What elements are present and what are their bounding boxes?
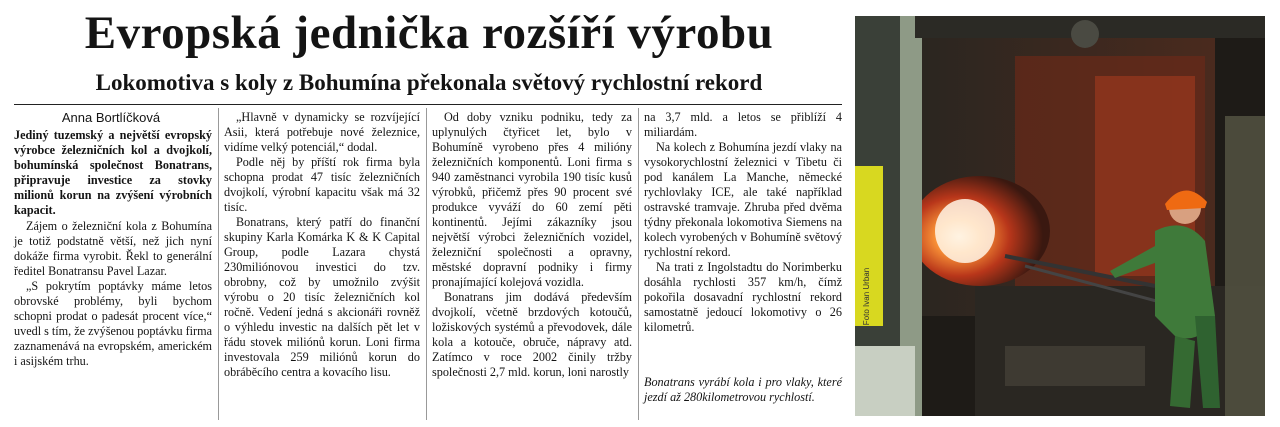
column-divider xyxy=(218,108,219,420)
column-divider xyxy=(638,108,639,420)
factory-photo xyxy=(855,16,1265,416)
article-column-3 xyxy=(432,110,632,380)
article-column-2 xyxy=(224,110,420,380)
headline: Evropská jednička rozšíří výrobu xyxy=(84,7,774,59)
body-paragraph: Bonatrans, který patří do finanční skupiny Karla Komárka K & K Capital Group, podle Lazara chystá 230miliónovou investici do tzv. obrobny, což by umožnilo zvýšit výrobu o 20 tisíc železničních kol ročně. Vedení jedná s akcionáři rovněž o výhledu investic na dalších pět let v řádu stovek miliónů korun. Loni firma investovala 259 miliónů korun do obráběcího centra a kovacího lisu. xyxy=(224,215,420,379)
body-paragraph: na 3,7 mld. a letos se přiblíží 4 miliardám. xyxy=(644,110,842,139)
body-paragraph: Na kolech z Bohumína jezdí vlaky na vysokorychlostní železnici v Tibetu či pod kanálem La Manche, německé rychlovlaky ICE, ale také například ostravské tramvaje. Zhruba před dvěma týdny překonala lokomotiva Siemens na kolech vyrobených v Bohumíně světový rychlostní rekord. xyxy=(644,140,842,259)
photo-credit: Foto Ivan Urban xyxy=(862,267,872,326)
subheadline: Lokomotiva s koly z Bohumína překonala světový rychlostní rekord xyxy=(95,70,763,95)
body-paragraph: „S pokrytím poptávky máme letos obrovské problémy, byli bychom schopni prodat o padesát procent více,“ uvedl s tím, že zvýšenou poptávku firma zaznamenává na evropském, americkém i asijském trhu. xyxy=(14,279,212,368)
article-column-4 xyxy=(644,110,842,335)
body-paragraph: Podle něj by příští rok firma byla schopna prodat 47 tisíc železničních dvojkolí, výrobní kapacitu však má 32 tisíc. xyxy=(224,155,420,214)
body-paragraph: Zájem o železniční kola z Bohumína je totiž podstatně větší, než jich nyní dokáže firma vyrobit. Řekl to generální ředitel Bonatransu Pavel Lazar. xyxy=(14,219,212,278)
column-divider xyxy=(426,108,427,420)
photo-caption: Bonatrans vyrábí kola i pro vlaky, které jezdí až 280kilometrovou rychlostí. xyxy=(644,375,842,404)
body-paragraph: Bonatrans jim dodává především dvojkolí, včetně brzdových kotoučů, ložiskových systémů a převodovek, dále kola a kotouče, obruče, nápravy atd. Zatímco v roce 2002 činily tržby společnosti 2,7 mld. korun, loni narostly xyxy=(432,290,632,379)
body-paragraph: Od doby vzniku podniku, tedy za uplynulých čtyřicet let, bylo v Bohumíně vyrobeno přes 4 milióny železničních komponentů. Loni firma s 940 zaměstnanci vyrobila 190 tisíc kusů výrobků, přičemž přes 90 procent své produkce vyváží do 60 zemí pěti kontinentů. Jejími zákazníky jsou největší výrobci železničních vozidel, železniční společnosti a opravny, městské dopravní podniky i firmy pronajímající kolejová vozidla. xyxy=(432,110,632,289)
headline-rule xyxy=(14,104,842,105)
foundry-worker-illustration xyxy=(855,16,1265,416)
article-column-1 xyxy=(14,128,212,369)
lead-paragraph: Jediný tuzemský a největší evropský výrobce železničních kol a dvojkolí, bohumínská společnost Bonatrans, připravuje investice za stovky milionů korun na zvýšení výrobních kapacit. xyxy=(14,128,212,217)
byline: Anna Bortlíčková xyxy=(61,110,161,125)
body-paragraph: „Hlavně v dynamicky se rozvíjející Asii, která potřebuje nové železnice, vidíme velký potenciál,“ dodal. xyxy=(224,110,420,154)
body-paragraph: Na trati z Ingolstadtu do Norimberku dosáhla rychlosti 357 km/h, čímž pokořila dosavadní rychlostní rekord samostatně jedoucí lokomotivy o 26 kilometrů. xyxy=(644,260,842,334)
